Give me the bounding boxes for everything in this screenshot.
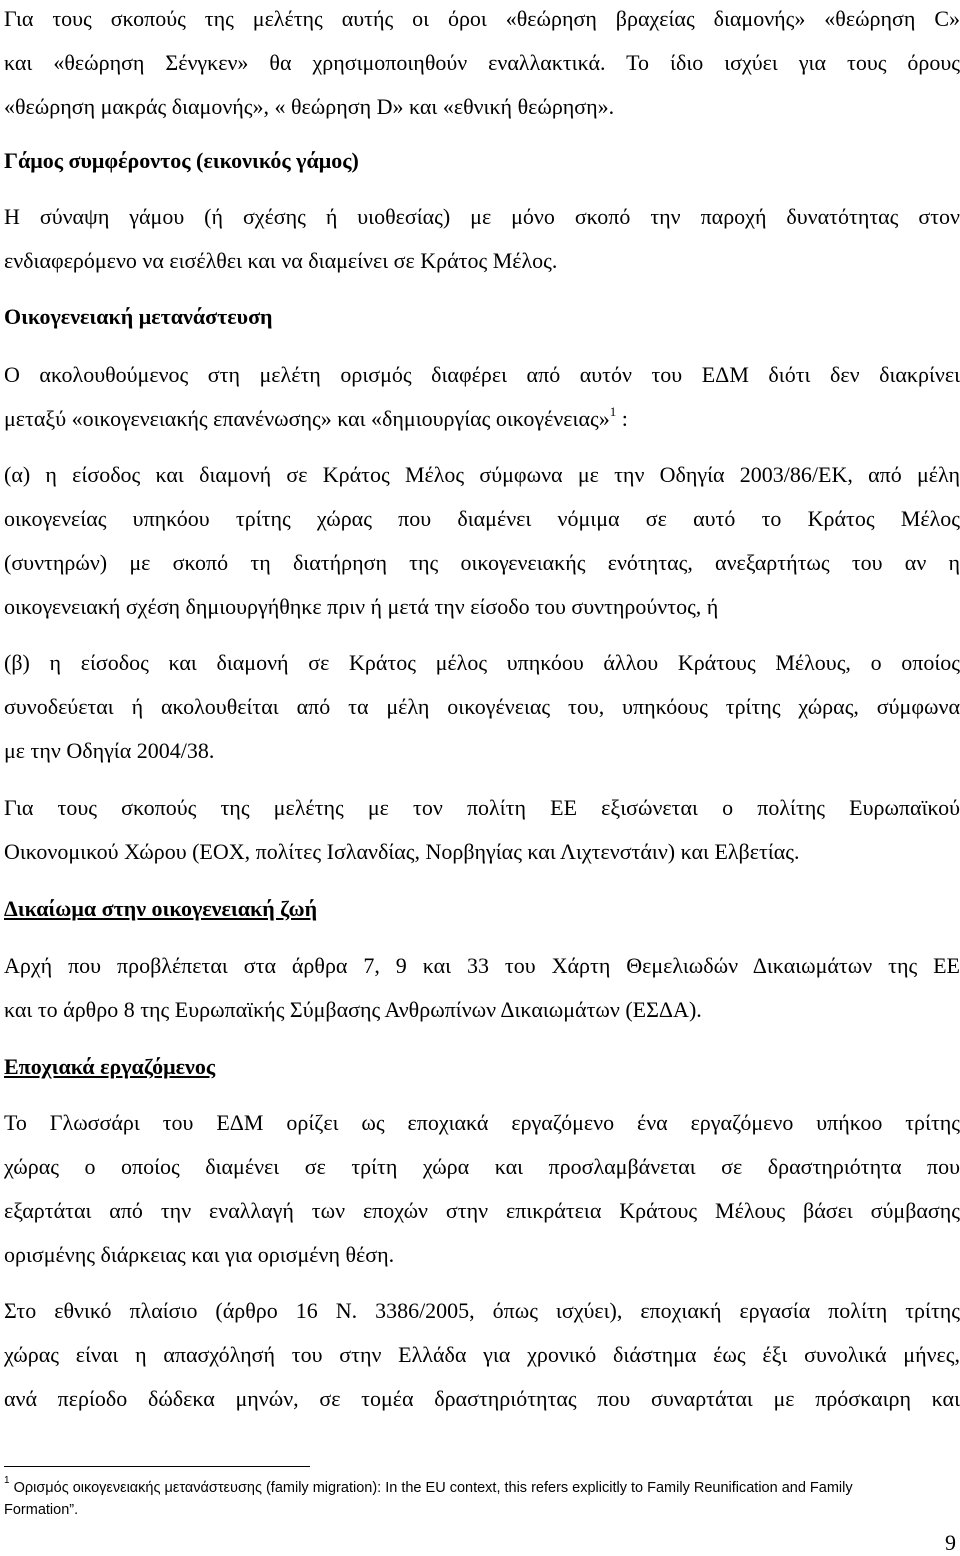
heading-family-migration: Οικογενειακή μετανάστευση bbox=[4, 304, 273, 329]
paragraph-line: οικογενειακή σχέση δημιουργήθηκε πριν ή μετά την είσοδο του συντηρούντος, ή bbox=[4, 594, 719, 619]
paragraph-line: οικογενείας υπηκόου τρίτης χώρας που διαμένει νόμιμα σε αυτό το Κράτος Μέλος bbox=[4, 506, 960, 531]
paragraph-line: Η σύναψη γάμου (ή σχέσης ή υιοθεσίας) με μόνο σκοπό την παροχή δυνατότητας στον bbox=[4, 204, 960, 229]
page-number: 9 bbox=[945, 1530, 956, 1555]
footnote-text: Ορισμός οικογενειακής μετανάστευσης (family migration): In the EU context, this refers explicitly to Family Reunification and Family bbox=[9, 1480, 853, 1496]
paragraph-line: με την Οδηγία 2004/38. bbox=[4, 738, 215, 763]
paragraph-line: και «θεώρηση Σένγκεν» θα χρησιμοποιηθούν εναλλακτικά. Το ίδιο ισχύει για τους όρους bbox=[4, 50, 960, 75]
paragraph-line: (α) η είσοδος και διαμονή σε Κράτος Μέλος σύμφωνα με την Οδηγία 2003/86/ΕΚ, από μέλη bbox=[4, 462, 960, 487]
footnote-reference[interactable]: 1 bbox=[609, 403, 617, 419]
paragraph-line: χώρας ο οποίος διαμένει σε τρίτη χώρα και προσλαμβάνεται σε δραστηριότητα που bbox=[4, 1154, 960, 1179]
heading-right-to-family-life: Δικαίωμα στην οικογενειακή ζωή bbox=[4, 896, 318, 921]
paragraph-line: Οικονομικού Χώρου (ΕΟΧ, πολίτες Ισλανδίας, Νορβηγίας και Λιχτενστάιν) και Ελβετίας. bbox=[4, 839, 800, 864]
paragraph-line: Αρχή που προβλέπεται στα άρθρα 7, 9 και 33 του Χάρτη Θεμελιωδών Δικαιωμάτων της ΕΕ bbox=[4, 953, 960, 978]
paragraph-line: και το άρθρο 8 της Ευρωπαϊκής Σύμβασης Ανθρωπίνων Δικαιωμάτων (ΕΣΔΑ). bbox=[4, 997, 702, 1022]
paragraph-line: «θεώρηση μακράς διαμονής», « θεώρηση D» και «εθνική θεώρηση». bbox=[4, 94, 615, 119]
paragraph-line: χώρας είναι η απασχόλησή του στην Ελλάδα για χρονικό διάστημα έως έξι συνολικά μήνες, bbox=[4, 1342, 960, 1367]
paragraph-line: ορισμένης διάρκειας και για ορισμένη θέση. bbox=[4, 1242, 395, 1267]
paragraph-line: Για τους σκοπούς της μελέτης αυτής οι όροι «θεώρηση βραχείας διαμονής» «θεώρηση C» bbox=[4, 6, 960, 31]
paragraph-line: Ο ακολουθούμενος στη μελέτη ορισμός διαφέρει από αυτόν του ΕΔΜ διότι δεν διακρίνει bbox=[4, 362, 960, 387]
paragraph-line: Το Γλωσσάρι του ΕΔΜ ορίζει ως εποχιακά εργαζόμενο ένα εργαζόμενο υπήκοο τρίτης bbox=[4, 1110, 960, 1135]
footnote-line bbox=[4, 1475, 960, 1498]
paragraph-line: Στο εθνικό πλαίσιο (άρθρο 16 Ν. 3386/2005, όπως ισχύει), εποχιακή εργασία πολίτη τρίτης bbox=[4, 1298, 960, 1323]
heading-sham-marriage: Γάμος συμφέροντος (εικονικός γάμος) bbox=[4, 148, 359, 173]
paragraph-line: Για τους σκοπούς της μελέτης με τον πολίτη ΕΕ εξισώνεται ο πολίτης Ευρωπαϊκού bbox=[4, 795, 960, 820]
footnote-separator bbox=[4, 1466, 310, 1467]
footnote-number: 1 bbox=[4, 1475, 10, 1487]
paragraph-line-footnote-ref bbox=[4, 403, 960, 432]
paragraph-line: (β) η είσοδος και διαμονή σε Κράτος μέλος υπηκόου άλλου Κράτους Μέλους, ο οποίος bbox=[4, 650, 960, 675]
paragraph-line: συνοδεύεται ή ακολουθείται από τα μέλη οικογένειας του, υπηκόους τρίτης χώρας, σύμφωνα bbox=[4, 694, 960, 719]
paragraph-text: : bbox=[616, 406, 628, 431]
paragraph-line: ενδιαφερόμενο να εισέλθει και να διαμείνει σε Κράτος Μέλος. bbox=[4, 248, 558, 273]
paragraph-line: εξαρτάται από την εναλλαγή των εποχών στην επικράτεια Κράτους Μέλους βάσει σύμβασης bbox=[4, 1198, 960, 1223]
heading-seasonal-worker: Εποχιακά εργαζόμενος bbox=[4, 1054, 216, 1079]
footnote-line: Formation”. bbox=[4, 1502, 79, 1518]
paragraph-line: (συντηρών) με σκοπό τη διατήρηση της οικογενειακής ενότητας, ανεξαρτήτως του αν η bbox=[4, 550, 960, 575]
paragraph-text: μεταξύ «οικογενειακής επανένωσης» και «δημιουργίας οικογένειας» bbox=[4, 406, 610, 431]
paragraph-line: ανά περίοδο δώδεκα μηνών, σε τομέα δραστηριότητας που συναρτάται με πρόσκαιρη και bbox=[4, 1386, 960, 1411]
